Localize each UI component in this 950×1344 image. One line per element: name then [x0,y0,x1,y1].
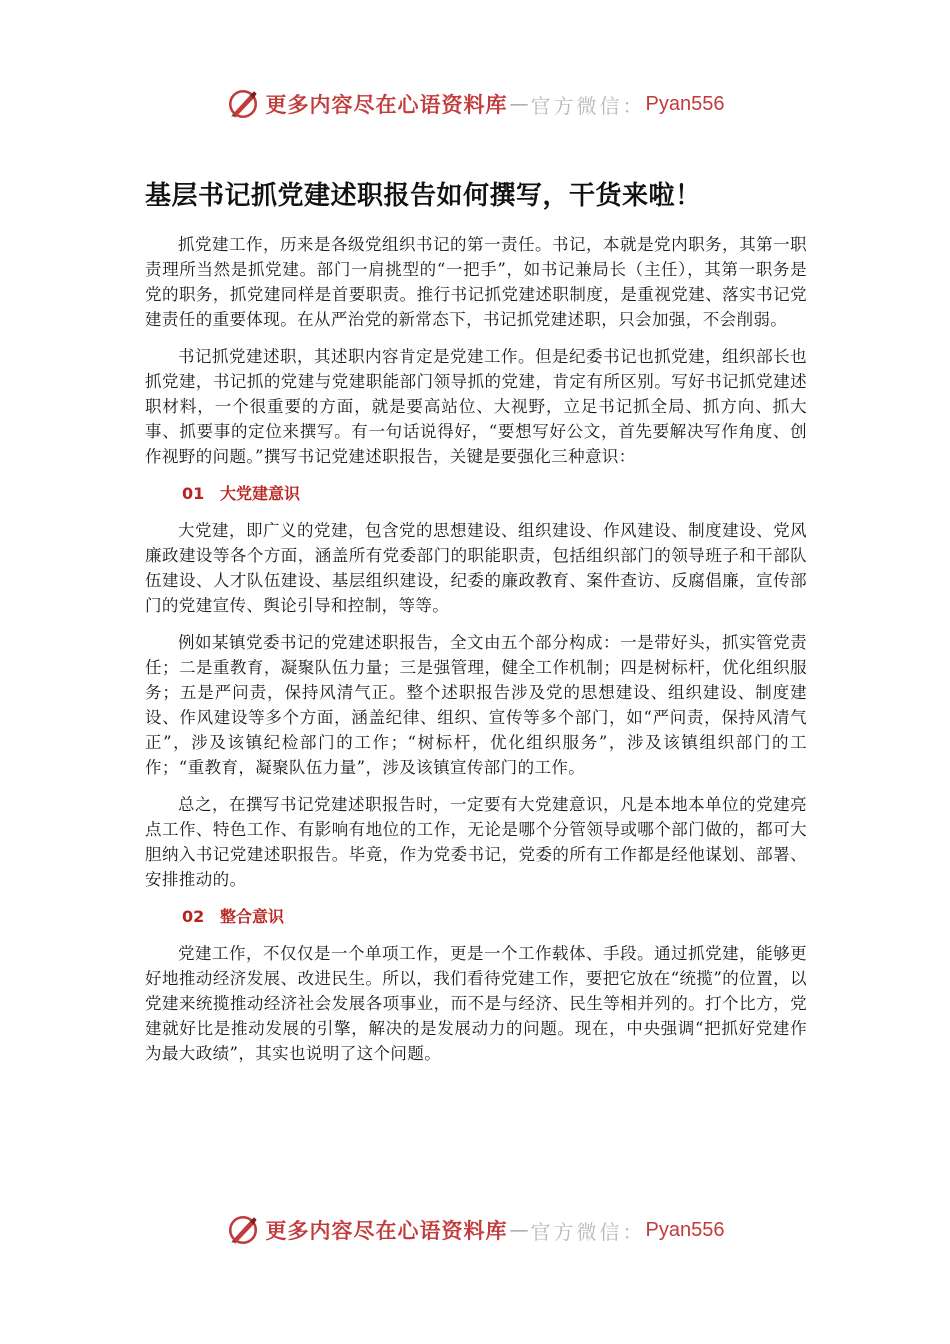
header-separator: — [509,93,529,115]
article-body [145,232,807,1078]
section-paragraph: 党建工作，不仅仅是一个单项工作，更是一个工作载体、手段。通过抓党建，能够更好地推动经济发展、改进民生。所以，我们看待党建工作，要把它放在“统揽”的位置，以党建来统揽推动经济社会发展各项事业，而不是与经济、民生等相并列的。打个比方，党建就好比是推动发展的引擎，解决的是发展动力的问题。现在，中央强调“把抓好党建作为最大政绩”，其实也说明了这个问题。 [145,944,807,1063]
header-banner [0,84,950,124]
section-title: 大党建意识 [220,484,301,503]
footer-wechat-label: 官方微信： [530,1219,646,1244]
section-number: 01 [182,484,205,503]
intro-paragraph: 书记抓党建述职，其述职内容肯定是党建工作。但是纪委书记也抓党建，组织部长也抓党建，书记抓的党建与党建职能部门领导抓的党建，肯定有所区别。写好书记抓党建述职材料，一个很重要的方面，就是要高站位、大视野，立足书记抓全局、抓方向、抓大事、抓要事的定位来撰写。有一句话说得好，“要想写好公文，首先要解决写作角度、创作视野的问题。”撰写书记党建述职报告，关键是要强化三种意识： [145,347,807,466]
page-title: 基层书记抓党建述职报告如何撰写，干货来啦！ [145,181,702,211]
pen-logo-icon [226,87,260,121]
section-paragraph: 总之，在撰写书记党建述职报告时，一定要有大党建意识，凡是本地本单位的党建亮点工作、特色工作、有影响有地位的工作，无论是哪个分管领导或哪个部门做的，都可大胆纳入书记党建述职报告。毕竟，作为党委书记，党委的所有工作都是经他谋划、部署、安排推动的。 [145,795,807,889]
header-wechat-label: 官方微信： [530,93,646,118]
section-paragraph: 大党建，即广义的党建，包含党的思想建设、组织建设、作风建设、制度建设、党风廉政建设等各个方面，涵盖所有党委部门的职能职责，包括组织部门的领导班子和干部队伍建设、人才队伍建设、基层组织建设，纪委的廉政教育、案件查访、反腐倡廉，宣传部门的党建宣传、舆论引导和控制，等等。 [145,521,807,615]
footer-wechat-id: Pyan556 [645,1218,725,1241]
section-number: 02 [182,907,205,926]
footer-brand: 更多内容尽在心语资料库 [265,1218,508,1243]
intro-paragraph: 抓党建工作，历来是各级党组织书记的第一责任。书记，本就是党内职务，其第一职责理所当然是抓党建。部门一肩挑型的“一把手”，如书记兼局长（主任），其第一职务是党的职务，抓党建同样是首要职责。推行书记抓党建述职制度，是重视党建、落实书记党建责任的重要体现。在从严治党的新常态下，书记抓党建述职，只会加强，不会削弱。 [145,235,807,329]
footer-separator: — [509,1219,529,1241]
section-heading [145,481,807,506]
pen-logo-icon [226,1213,260,1247]
header-brand: 更多内容尽在心语资料库 [265,92,508,117]
section-paragraph: 例如某镇党委书记的党建述职报告，全文由五个部分构成：一是带好头，抓实管党责任；二是重教育，凝聚队伍力量；三是强管理，健全工作机制；四是树标杆，优化组织服务；五是严问责，保持风清气正。整个述职报告涉及党的思想建设、组织建设、制度建设、作风建设等多个方面，涵盖纪律、组织、宣传等多个部门，如“严问责，保持风清气正”，涉及该镇纪检部门的工作；“树标杆，优化组织服务”，涉及该镇组织部门的工作；“重教育，凝聚队伍力量”，涉及该镇宣传部门的工作。 [145,633,807,777]
section-heading [145,904,807,929]
section-title: 整合意识 [220,907,285,926]
header-wechat-id: Pyan556 [645,92,725,115]
footer-banner [0,1210,950,1250]
